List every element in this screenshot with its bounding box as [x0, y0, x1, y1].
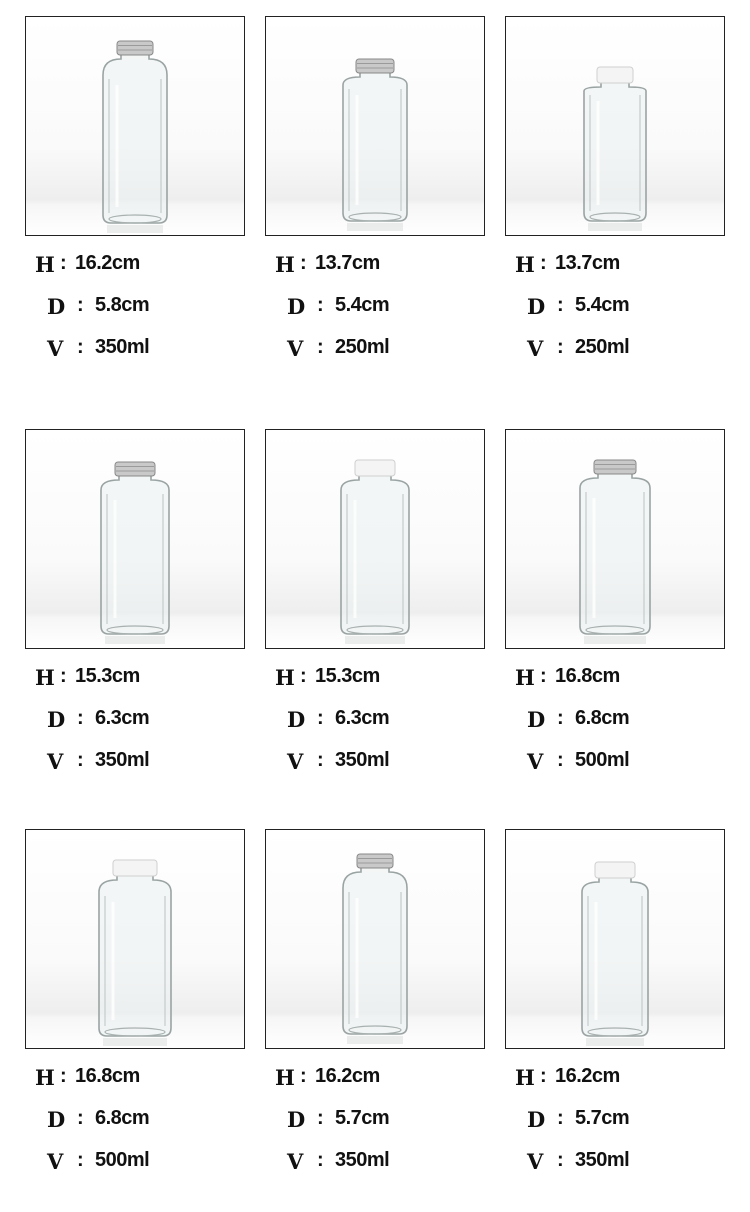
colon: : [77, 1149, 84, 1171]
height-key: H [275, 1065, 295, 1090]
volume-spec [265, 749, 485, 779]
volume-spec [265, 1149, 485, 1179]
volume-spec [505, 336, 725, 366]
volume-key: V [287, 749, 304, 774]
volume-spec [25, 336, 245, 366]
volume-spec [265, 336, 485, 366]
height-key: H [515, 252, 535, 277]
bottle-illustration [506, 430, 724, 648]
diameter-key: D [527, 707, 546, 732]
height-value: 16.2cm [315, 1065, 380, 1087]
colon: : [317, 1107, 324, 1129]
diameter-key: D [287, 1107, 306, 1132]
bottle-reflection [584, 636, 646, 644]
diameter-key: D [527, 294, 546, 319]
height-value: 13.7cm [555, 252, 620, 274]
colon: : [557, 1107, 564, 1129]
bottle-reflection [347, 223, 403, 231]
bottle-reflection [588, 223, 642, 231]
diameter-spec [265, 707, 485, 737]
bottle-cap [597, 67, 633, 83]
height-value: 16.8cm [75, 1065, 140, 1087]
bottle-illustration [26, 17, 244, 235]
colon: : [300, 252, 307, 274]
diameter-spec [265, 294, 485, 324]
colon: : [317, 1149, 324, 1171]
diameter-value: 6.3cm [95, 707, 150, 729]
diameter-value: 6.8cm [575, 707, 630, 729]
bottle-photo [25, 829, 245, 1049]
bottle-cap [595, 862, 635, 878]
bottle-photo [505, 16, 725, 236]
height-key: H [275, 252, 295, 277]
volume-spec [505, 749, 725, 779]
colon: : [60, 252, 67, 274]
bottle-body [103, 53, 167, 223]
bottle-illustration [506, 17, 724, 235]
colon: : [557, 749, 564, 771]
diameter-value: 6.3cm [335, 707, 390, 729]
bottle-cap [594, 460, 636, 474]
bottle-reflection [347, 1036, 403, 1044]
diameter-spec [25, 1107, 245, 1137]
volume-value: 350ml [575, 1149, 630, 1171]
bottle-illustration [26, 830, 244, 1048]
colon: : [557, 707, 564, 729]
bottle-illustration [266, 430, 484, 648]
height-spec [505, 665, 725, 695]
bottle-photo [265, 429, 485, 649]
colon: : [60, 665, 67, 687]
colon: : [317, 336, 324, 358]
colon: : [317, 749, 324, 771]
bottle-photo [505, 829, 725, 1049]
volume-value: 350ml [95, 336, 150, 358]
height-value: 15.3cm [315, 665, 380, 687]
colon: : [317, 707, 324, 729]
colon: : [77, 294, 84, 316]
diameter-spec [25, 707, 245, 737]
bottle-body [582, 876, 648, 1036]
height-spec [265, 1065, 485, 1095]
volume-key: V [287, 1149, 304, 1174]
diameter-spec [505, 1107, 725, 1137]
height-spec [265, 665, 485, 695]
bottle-cap [113, 860, 157, 876]
bottle-illustration [506, 830, 724, 1048]
height-key: H [275, 665, 295, 690]
height-spec [505, 252, 725, 282]
colon: : [557, 336, 564, 358]
height-key: H [515, 665, 535, 690]
colon: : [317, 294, 324, 316]
volume-spec [505, 1149, 725, 1179]
height-value: 13.7cm [315, 252, 380, 274]
diameter-value: 5.7cm [335, 1107, 390, 1129]
volume-spec [25, 1149, 245, 1179]
diameter-key: D [47, 1107, 66, 1132]
diameter-spec [265, 1107, 485, 1137]
diameter-key: D [287, 294, 306, 319]
colon: : [557, 294, 564, 316]
bottle-reflection [586, 1038, 644, 1046]
bottle-photo [25, 16, 245, 236]
volume-key: V [47, 1149, 64, 1174]
bottle-body [99, 874, 171, 1036]
bottle-photo [505, 429, 725, 649]
diameter-value: 6.8cm [95, 1107, 150, 1129]
bottle-body [580, 472, 650, 634]
volume-spec [25, 749, 245, 779]
diameter-key: D [527, 1107, 546, 1132]
bottle-photo [265, 16, 485, 236]
bottle-body [343, 71, 407, 221]
diameter-key: D [47, 707, 66, 732]
volume-key: V [287, 336, 304, 361]
bottle-cap [355, 460, 395, 476]
diameter-key: D [47, 294, 66, 319]
bottle-cap [357, 854, 393, 868]
diameter-spec [505, 294, 725, 324]
height-spec [25, 252, 245, 282]
bottle-reflection [345, 636, 405, 644]
volume-key: V [527, 336, 544, 361]
bottle-body [343, 866, 407, 1034]
volume-key: V [527, 1149, 544, 1174]
height-key: H [35, 665, 55, 690]
bottle-cap [115, 462, 155, 476]
height-spec [505, 1065, 725, 1095]
bottle-body [341, 474, 409, 634]
diameter-key: D [287, 707, 306, 732]
volume-key: V [47, 336, 64, 361]
bottle-illustration [266, 17, 484, 235]
volume-value: 350ml [335, 1149, 390, 1171]
colon: : [540, 665, 547, 687]
colon: : [77, 749, 84, 771]
volume-key: V [47, 749, 64, 774]
volume-value: 500ml [95, 1149, 150, 1171]
bottle-cap [117, 41, 153, 55]
colon: : [77, 1107, 84, 1129]
volume-value: 500ml [575, 749, 630, 771]
bottle-illustration [26, 430, 244, 648]
colon: : [300, 1065, 307, 1087]
diameter-spec [25, 294, 245, 324]
height-value: 15.3cm [75, 665, 140, 687]
volume-key: V [527, 749, 544, 774]
diameter-spec [505, 707, 725, 737]
colon: : [77, 707, 84, 729]
volume-value: 350ml [335, 749, 390, 771]
diameter-value: 5.7cm [575, 1107, 630, 1129]
height-value: 16.8cm [555, 665, 620, 687]
height-spec [265, 252, 485, 282]
bottle-photo [265, 829, 485, 1049]
height-key: H [515, 1065, 535, 1090]
bottle-illustration [266, 830, 484, 1048]
bottle-reflection [107, 225, 163, 233]
height-spec [25, 1065, 245, 1095]
height-spec [25, 665, 245, 695]
bottle-reflection [103, 1038, 167, 1046]
colon: : [540, 1065, 547, 1087]
bottle-body [101, 474, 169, 634]
volume-value: 350ml [95, 749, 150, 771]
diameter-value: 5.4cm [335, 294, 390, 316]
diameter-value: 5.8cm [95, 294, 150, 316]
colon: : [77, 336, 84, 358]
bottle-body [584, 81, 646, 221]
colon: : [557, 1149, 564, 1171]
height-key: H [35, 1065, 55, 1090]
diameter-value: 5.4cm [575, 294, 630, 316]
bottle-cap [356, 59, 394, 73]
colon: : [60, 1065, 67, 1087]
height-key: H [35, 252, 55, 277]
bottle-photo [25, 429, 245, 649]
colon: : [540, 252, 547, 274]
height-value: 16.2cm [555, 1065, 620, 1087]
colon: : [300, 665, 307, 687]
volume-value: 250ml [335, 336, 390, 358]
bottle-reflection [105, 636, 165, 644]
volume-value: 250ml [575, 336, 630, 358]
height-value: 16.2cm [75, 252, 140, 274]
